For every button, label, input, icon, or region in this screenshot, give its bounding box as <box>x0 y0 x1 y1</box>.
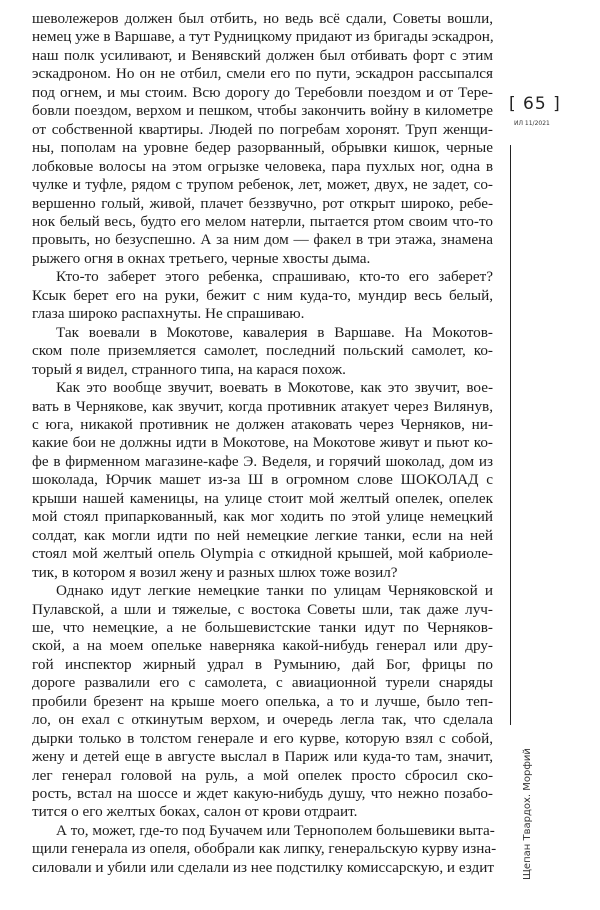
text-line: под огнем, и мы стоим. Всю дорогу до Теребовли поездом и от Тере- <box>32 83 493 101</box>
text-line: наш полк усиливают, и Венявский должен был отбивать форт с этим <box>32 46 493 64</box>
text-line: торый я видел, странного типа, на карася похож. <box>32 360 346 378</box>
text-line: ше, что немецкие, а не большевистские танки идут по Черняков- <box>32 618 493 636</box>
text-line: солдат, как могли идти по ней немецкие легкие танки, если на ней <box>32 526 493 544</box>
page-number: [ 65 ] <box>509 94 561 114</box>
paragraph <box>32 821 497 877</box>
text-line: немец уже в Варшаве, а тут Рудницкому придают из бригады эскадрон, <box>32 28 494 46</box>
text-line: эскадроном. Но он не отбил, смели его по пути, эскадрон рассыпался <box>32 65 493 83</box>
text-line: А то, может, где-то под Бучачем или Тернополем большевики выта- <box>56 821 495 839</box>
text-line: ны, пополам на уровне бедер разорванный, обрывки кишок, черные <box>32 139 493 157</box>
text-line: лег генерал головой на руль, а мой опелек просто сбросил ско- <box>32 766 493 784</box>
text-line: Как это вообще звучит, воевать в Мокотове, как это звучит, вое- <box>56 379 493 397</box>
text-line: крыши нашей каменицы, на улице стоит мой желтый опелек, опелек <box>32 489 493 507</box>
text-line: ло, он ехал с откинутым верхом, и очередь легла так, что сделала <box>32 711 493 729</box>
text-line: Ксык берет его на руки, бежит с ним куда-то, мундир весь белый, <box>32 286 493 304</box>
text-line: жену и детей еще в августе выслал в Париж или куда-то там, значит, <box>32 748 493 766</box>
text-line: Однако идут легкие немецкие танки по улицам Черняковской и <box>56 582 493 600</box>
text-line: гой инспектор жирный удрал в Румынию, дай Бог, фрицы по <box>32 655 493 673</box>
text-line: лобковые волосы на этом огрызке человека, пара пухлых ног, одна в <box>32 157 493 175</box>
text-line: чулке и туфле, рядом с трупом ребенок, лет, может, двух, не задет, со- <box>32 176 493 194</box>
text-line: фе в фирменном магазине-кафе Э. Веделя, и горячий шоколад, дом из <box>32 452 493 470</box>
text-line: рость, встал на шоссе и ждет какую-нибудь душу, что нежно позабо- <box>32 785 493 803</box>
paragraph <box>32 10 493 268</box>
text-line: щили генерала из опеля, обобрали как липку, генеральскую курву изна- <box>32 840 497 858</box>
text-line: вершенно голый, живой, плачет беззвучно, рот открыт широко, ребе- <box>32 194 493 212</box>
issue-label: ИЛ 11/2021 <box>514 120 550 127</box>
text-line: ской, а на моем опельке наверняка какой-нибудь генерал или дру- <box>32 637 493 655</box>
paragraph <box>32 268 493 323</box>
text-line: провыть, но безуспешно. А за ним дом — факел в три этажа, знамена <box>32 231 493 249</box>
text-line: дороге развалили его с самолета, с авиационной турели снаряды <box>32 674 493 692</box>
text-line: с юга, никакой противник не должен атаковать через Черняков, ни- <box>32 415 493 433</box>
text-line: Так воевали в Мокотове, кавалерия в Варшаве. На Мокотов- <box>56 323 493 341</box>
paragraph <box>32 324 493 379</box>
text-line: тится о его желтых боках, салон от крови отдраит. <box>32 803 358 821</box>
text-line: тик, в котором я возил жену и разных шлюх тоже возил? <box>32 563 398 581</box>
text-line: вать в Чернякове, как звучит, когда противник атакует через Вилянув, <box>32 397 493 415</box>
text-line: дырки только в толстом генерале и его курве, которую взял с собой, <box>32 729 493 747</box>
text-line: нок белый весь, будто его мелом натерли, пытается ртом своим что-то <box>32 212 493 230</box>
text-line: мой стоял припаркованный, как мог ходить по этой улице немецкий <box>32 508 493 526</box>
text-line: ском поле приземляется самолет, последний польский самолет, ко- <box>32 342 493 360</box>
text-line: Пулавской, а шли и тяжелые, с востока Советы шли, так даже луч- <box>32 600 493 618</box>
text-line: пробили брезент на крыше моего опелька, а то и лучше, было теп- <box>32 692 493 710</box>
paragraph <box>32 582 493 822</box>
text-line: бовли поездом, верхом и пешком, чтобы закончить войну в километре <box>32 102 493 120</box>
text-line: шеволежеров должен был отбить, но ведь всё сдали, Советы вошли, <box>32 10 493 27</box>
running-head: Щепан Твардох. Морфий <box>522 748 533 880</box>
text-line: рыжего огня в окнах третьего, черные хвосты дыма. <box>32 249 371 267</box>
text-line: стоял мой желтый опель Olympia с откидной крышей, мой кабриоле- <box>32 545 493 563</box>
text-line: силовали и убили или сделали из нее подстилку комиссарскую, и ездит <box>32 858 495 876</box>
text-line: шоколада, Юрчик машет из-за Ш в огромном слове ШОКОЛАД с <box>32 471 493 489</box>
text-line: Кто-то заберет этого ребенка, спрашиваю, кто-то его заберет? <box>56 268 493 286</box>
text-line: какие бои не должны идти в Мокотове, на Мокотове живут и пьют ко- <box>32 434 493 452</box>
text-line: от собственной квартиры. Людей по погребам хоронят. Труп женщи- <box>32 120 493 138</box>
body-text <box>32 10 497 877</box>
paragraph <box>32 379 493 582</box>
text-line: глаза широко распахнуты. Не спрашиваю. <box>32 305 305 323</box>
margin-rule <box>510 145 511 725</box>
